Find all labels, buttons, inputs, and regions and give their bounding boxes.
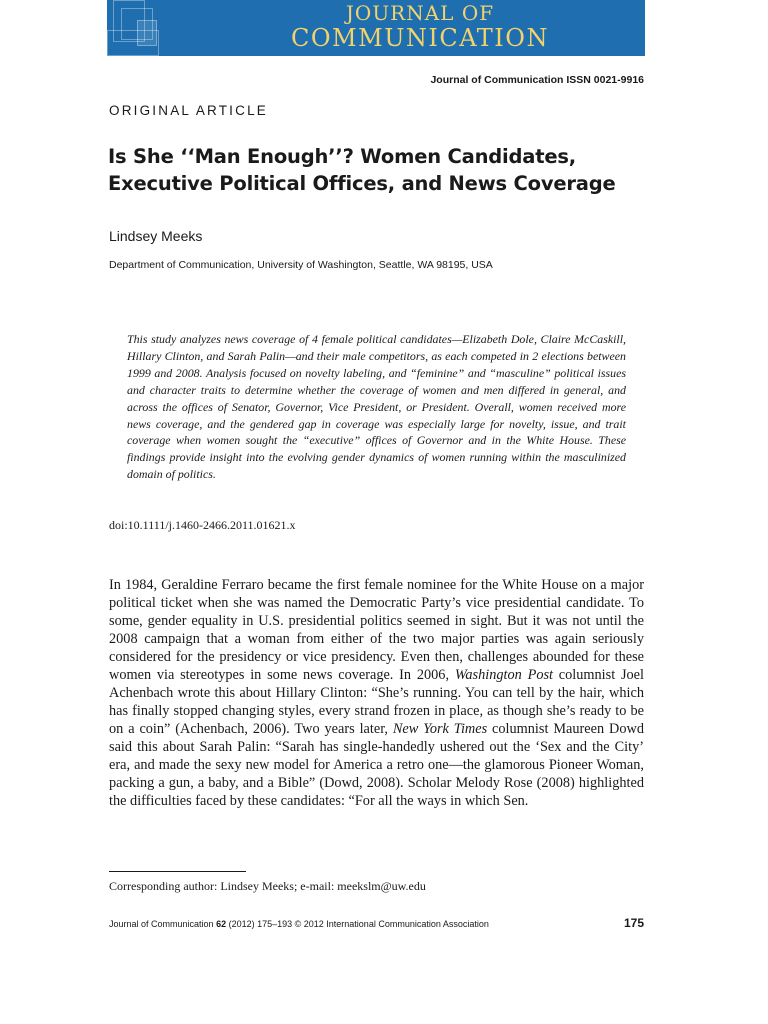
body-text-segment: columnist Maureen Dowd said this about Sarah Palin: “Sarah has single-handedly ushered out the ‘Sex and the City’ era, and made the sexy new model for America a retro one—the glamorous Pioneer Woman, packing a gun, a baby, and a Bible” (Dowd, 2008). Scholar Melody Rose (2008) highlighted the difficulties faced by these candidates: “For all the ways in which Sen. — [109, 721, 644, 809]
body-text-segment: columnist Joel Achenbach wrote this about Hillary Clinton: “She’s running. You can tell by the hair, which has finally stopped changing styles, every strand frozen in place, as though she’s ready to be on a coin” (Achenbach, 2006). Two years later, — [109, 667, 644, 737]
publication-name: Washington Post — [454, 667, 554, 683]
footnote-divider — [109, 871, 246, 872]
journal-name-line2: COMMUNICATION — [291, 24, 549, 52]
author-affiliation: Department of Communication, University of Washington, Seattle, WA 98195, USA — [109, 259, 493, 271]
footer-details: (2012) 175–193 © 2012 International Communication Association — [226, 919, 489, 929]
footer-volume: 62 — [216, 919, 227, 929]
doi-link[interactable]: doi:10.1111/j.1460-2466.2011.01621.x — [109, 518, 296, 532]
publication-name: New York Times — [392, 721, 488, 737]
author-name: Lindsey Meeks — [109, 228, 203, 244]
journal-name-line1: JOURNAL OF — [345, 1, 495, 25]
page-number: 175 — [623, 916, 644, 930]
page-footer-citation — [109, 919, 489, 929]
corresponding-author-footnote: Corresponding author: Lindsey Meeks; e-mail: meekslm@uw.edu — [109, 879, 426, 893]
article-title: Is She ‘‘Man Enough’’? Women Candidates, Executive Political Offices, and News Coverage — [108, 145, 616, 195]
journal-banner — [107, 0, 645, 56]
abstract: This study analyzes news coverage of 4 female political candidates—Elizabeth Dole, Claire McCaskill, Hillary Clinton, and Sarah Palin—and their male competitors, as each competed in 2 elections between 1999 and 2008. Analysis focused on novelty labeling, and “feminine” and “masculine” political issues and character traits to determine whether the coverage of women and men differed in general, and across the offices of Senator, Governor, Vice President, or President. Overall, women received more news coverage, and the gendered gap in coverage was especially large for novelty, issue, and trait coverage when women sought the “executive” offices of Governor and in the White House. These findings provide insight into the evolving gender dynamics of women running within the masculinized domain of politics. — [127, 332, 626, 482]
body-text-segment: In 1984, Geraldine Ferraro became the first female nominee for the White House on a major political ticket when she was named the Democratic Party’s vice presidential candidate. To some, gender equality in U.S. presidential politics seemed in sight. But it was not until the 2008 campaign that a woman from either of the two major parties was again seriously considered for the presidency or vice presidency. Even then, challenges abounded for these women via stereotypes in some news coverage. In 2006, — [109, 577, 644, 683]
article-type-label: ORIGINAL ARTICLE — [109, 103, 268, 118]
journal-issn: Journal of Communication ISSN 0021-9916 — [430, 74, 644, 86]
footer-journal: Journal of Communication — [109, 919, 217, 929]
body-paragraph — [109, 576, 644, 810]
